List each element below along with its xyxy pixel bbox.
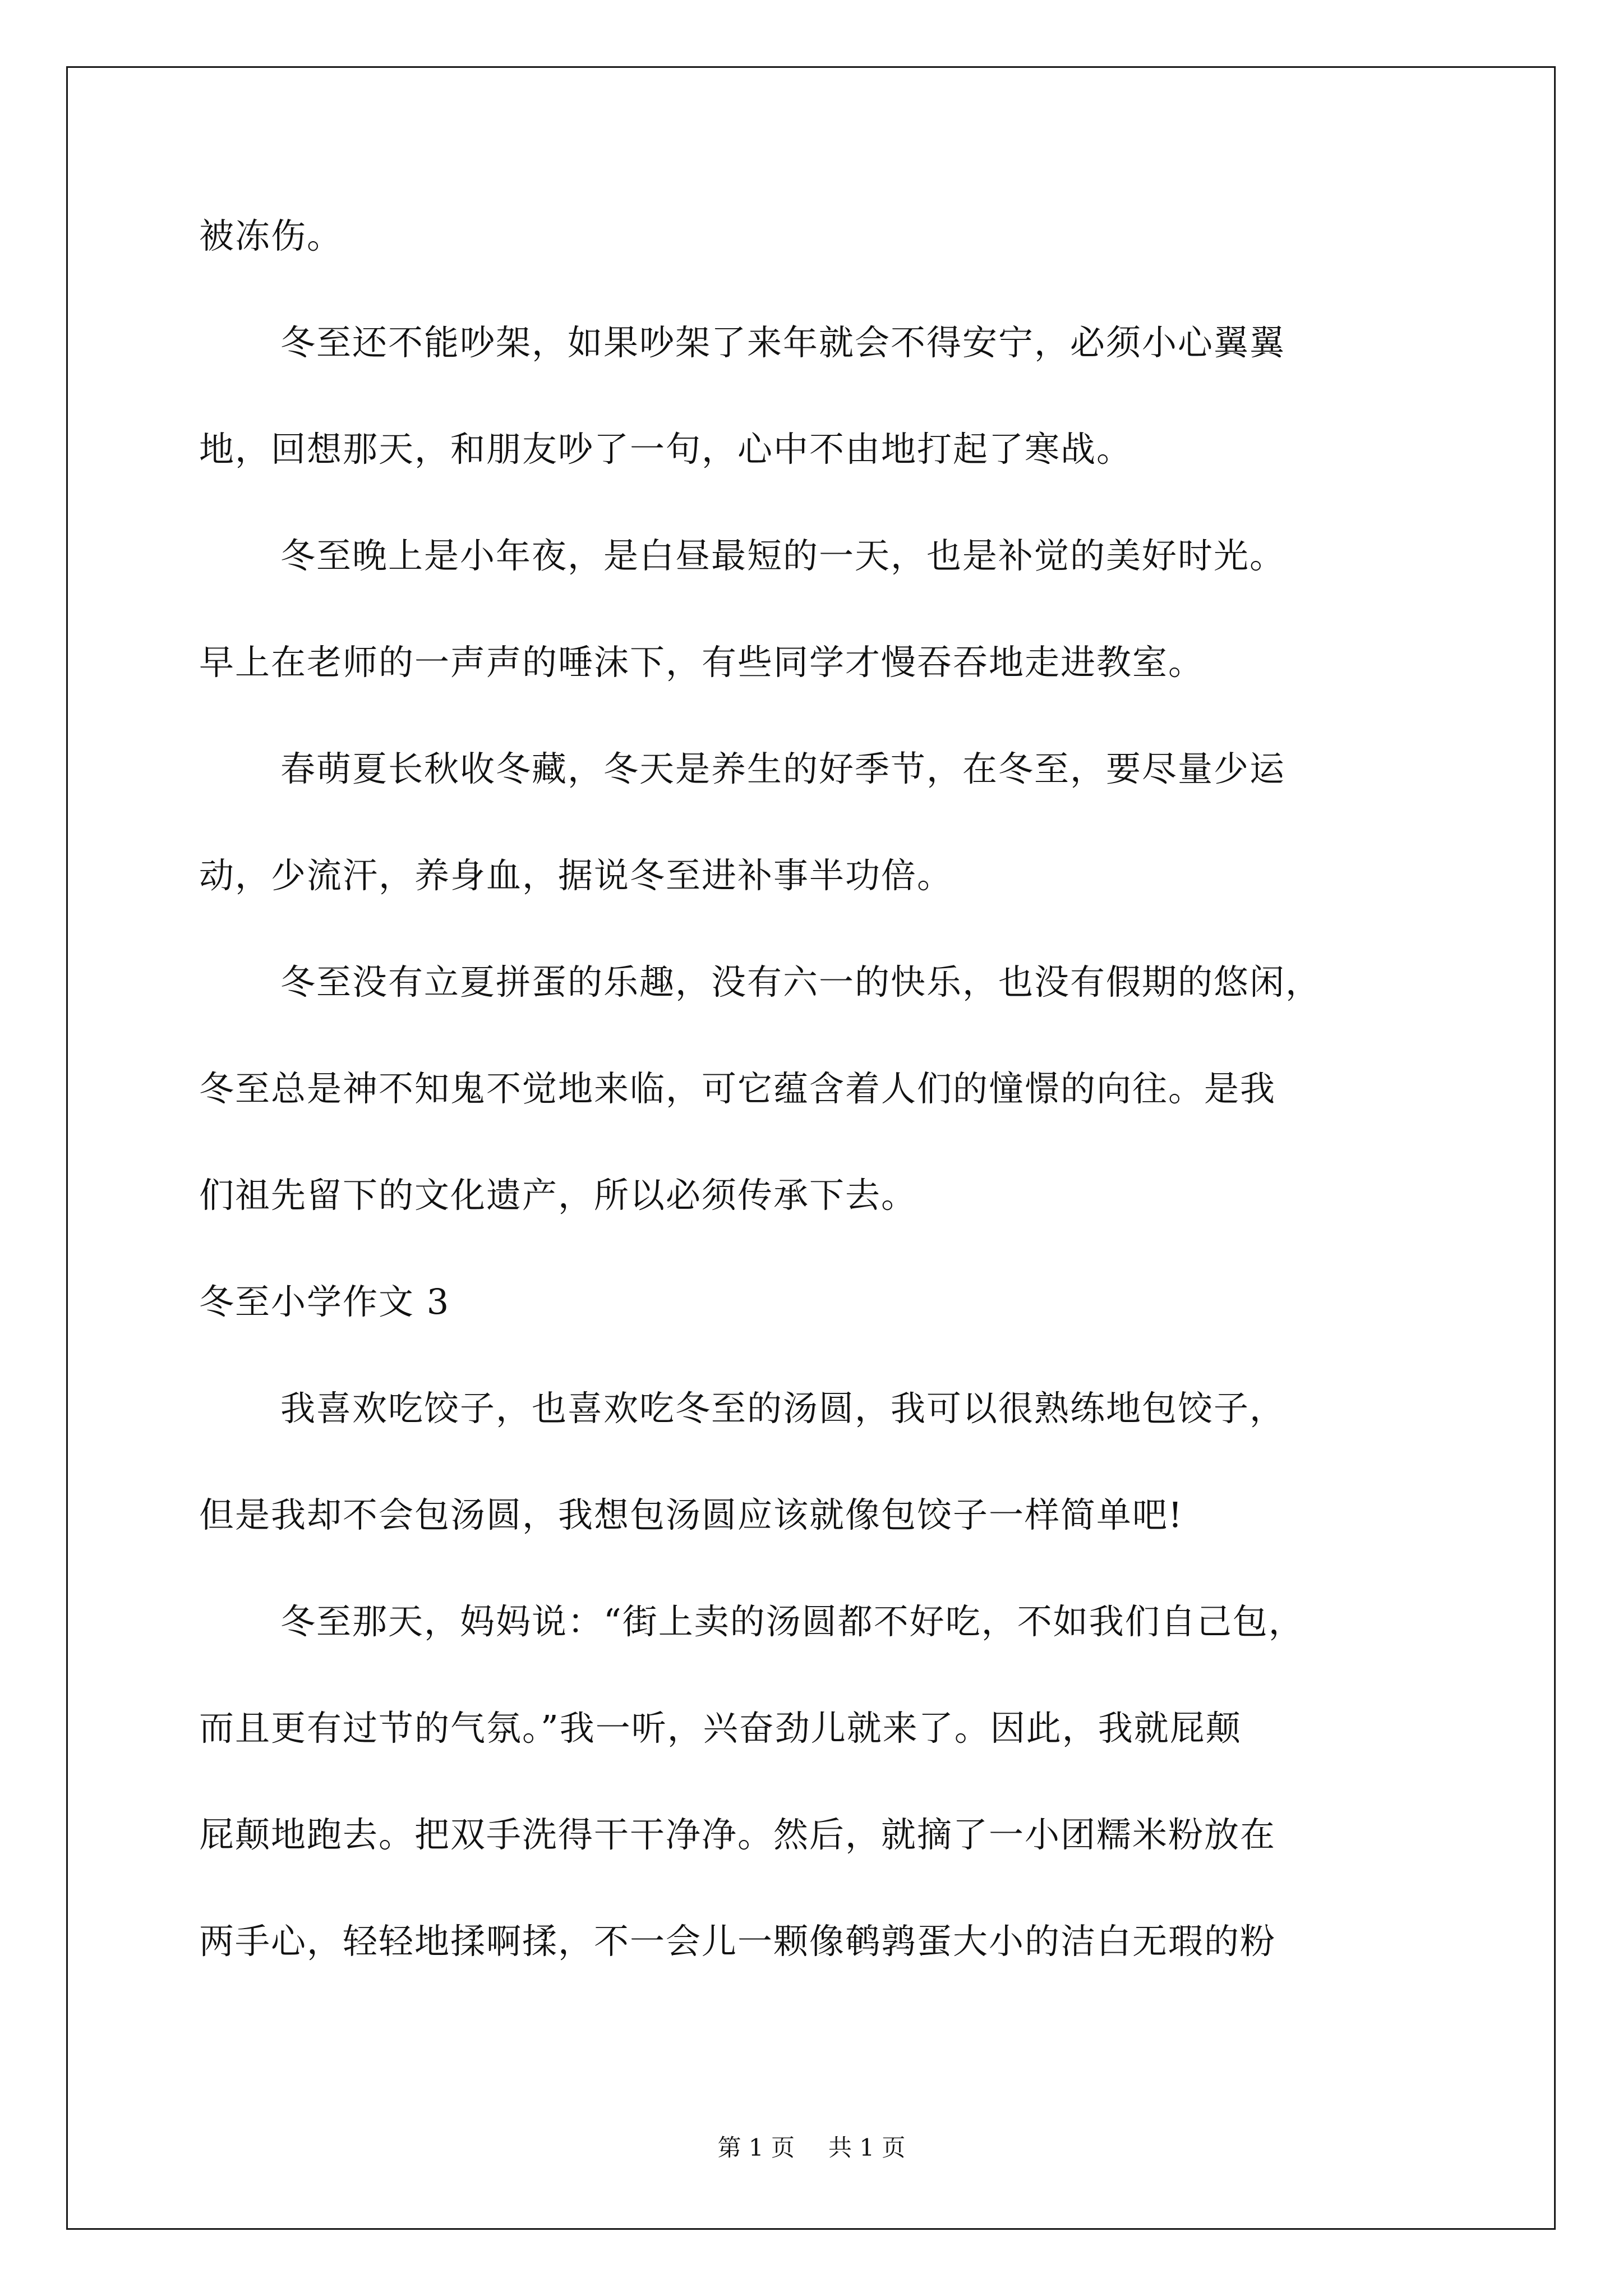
- paragraph-line: 冬至那天，妈妈说：“街上卖的汤圆都不好吃，不如我们自己包，: [280, 1601, 1304, 1642]
- paragraph-line: 我喜欢吃饺子，也喜欢吃冬至的汤圆，我可以很熟练地包饺子，: [280, 1388, 1286, 1429]
- text-line: 们祖先留下的文化遗产，所以必须传承下去。: [199, 1175, 917, 1216]
- text-line: 而且更有过节的气氛。”我一听，兴奋劲儿就来了。因此，我就屁颠: [199, 1708, 1242, 1749]
- paragraph-line: 冬至没有立夏拼蛋的乐趣，没有六一的快乐，也没有假期的悠闲，: [280, 961, 1322, 1002]
- text-line: 但是我却不会包汤圆，我想包汤圆应该就像包饺子一样简单吧!: [199, 1494, 1183, 1535]
- paragraph-line: 冬至晚上是小年夜，是白昼最短的一天，也是补觉的美好时光。: [280, 535, 1286, 576]
- text-line: 动，少流汗，养身血，据说冬至进补事半功倍。: [199, 855, 953, 896]
- text-line: 冬至总是神不知鬼不觉地来临，可它蕴含着人们的憧憬的向往。是我: [199, 1068, 1276, 1109]
- paragraph-line: 冬至还不能吵架，如果吵架了来年就会不得安宁，必须小心翼翼: [280, 322, 1286, 363]
- text-line: 两手心，轻轻地揉啊揉，不一会儿一颗像鹌鹑蛋大小的洁白无瑕的粉: [199, 1921, 1276, 1962]
- page-border: [66, 66, 1556, 2230]
- page-footer: [0, 2136, 1623, 2160]
- text-line: 屁颠地跑去。把双手洗得干干净净。然后，就摘了一小团糯米粉放在: [199, 1814, 1276, 1855]
- page-number: 第 1 页: [717, 2134, 795, 2161]
- paragraph-line: 春萌夏长秋收冬藏，冬天是养生的好季节，在冬至，要尽量少运: [280, 748, 1286, 789]
- text-line: 地，回想那天，和朋友吵了一句，心中不由地打起了寒战。: [199, 429, 1133, 470]
- section-heading: 冬至小学作文 3: [199, 1281, 450, 1322]
- total-pages: 共 1 页: [828, 2134, 906, 2161]
- text-line: 被冻伤。: [199, 215, 343, 256]
- text-line: 早上在老师的一声声的唾沫下，有些同学才慢吞吞地走进教室。: [199, 642, 1205, 683]
